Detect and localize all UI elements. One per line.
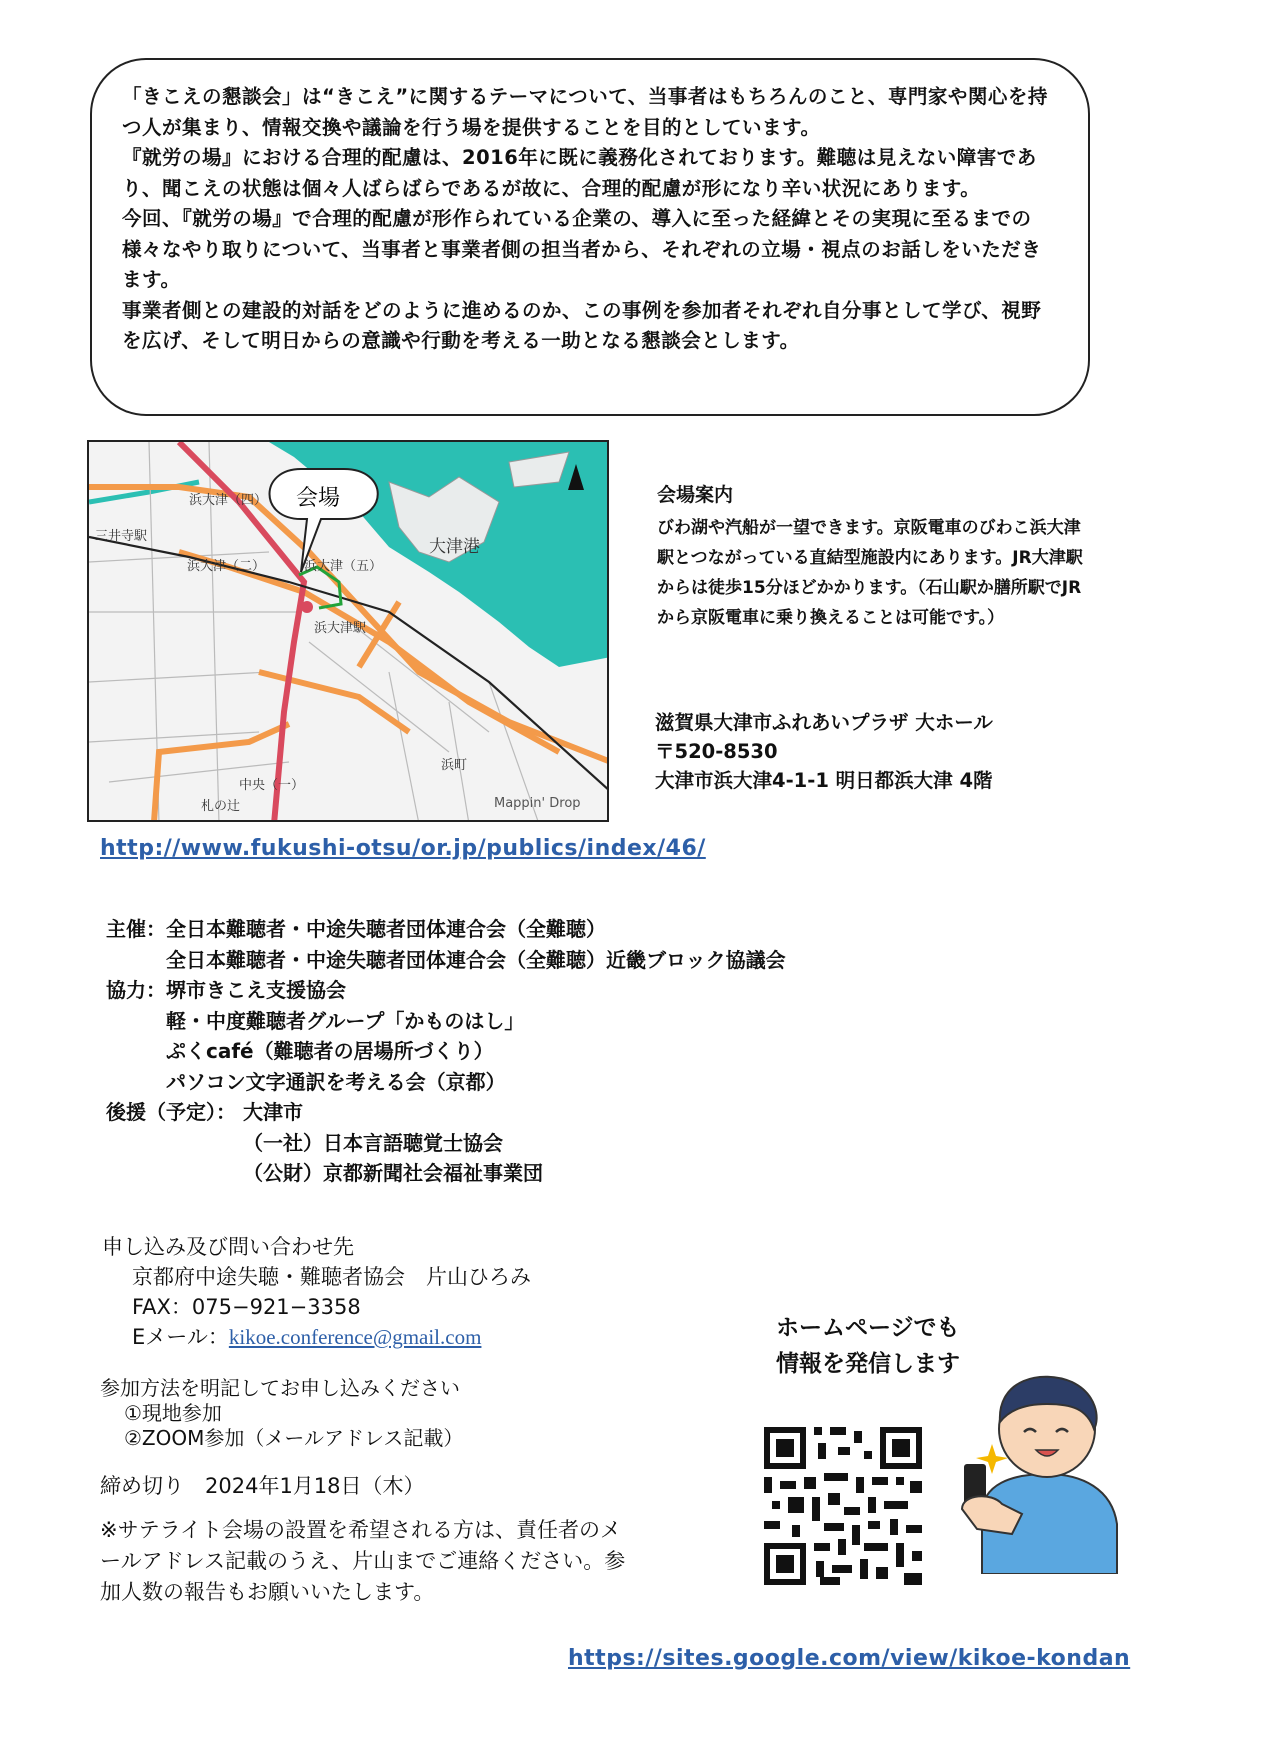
organizer-group — [106, 975, 786, 1097]
map-label: 三井寺駅 — [95, 529, 148, 544]
homepage-text-line: ホームページでも — [776, 1315, 960, 1341]
satellite-note: ※サテライト会場の設置を希望される方は、責任者のメールアドレス記載のうえ、片山までご連絡ください。参加人数の報告もお願いいたします。 — [100, 1518, 626, 1604]
venue-url-link[interactable]: http://www.fukushi-otsu/or.jp/publics/index/46/ — [100, 836, 706, 861]
organizer-name: パソコン文字通訳を考える会（京都） — [166, 1069, 506, 1094]
intro-paragraph: 今回、『就労の場』で合理的配慮が形作られている企業の、導入に至った経緯とその実現に至るまでの様々なやり取りについて、当事者と事業者側の担当者から、それぞれの立場・視点のお話しをいただきます。 — [122, 207, 1042, 291]
map-label: 中央（一） — [239, 778, 305, 793]
homepage-url-link[interactable]: https://sites.google.com/view/kikoe-kondan — [568, 1646, 1131, 1671]
organizer-name: 大津市 — [242, 1100, 303, 1124]
map-label: 浜大津（五） — [304, 559, 383, 574]
intro-box — [90, 58, 1090, 416]
organizer-name: （一社）日本言語聴覚士協会 — [242, 1130, 503, 1155]
method-option: ②ZOOM参加（メールアドレス記載） — [124, 1426, 464, 1450]
organizer-name: 堺市きこえ支援協会 — [166, 978, 346, 1002]
map-label: 浜町 — [441, 758, 468, 773]
homepage-text-line: 情報を発信します — [776, 1351, 960, 1377]
organizer-name: ぷくcafé（難聴者の居場所づくり） — [166, 1039, 494, 1063]
organizer-group — [106, 1097, 786, 1189]
organizer-label: 後援（予定）： — [106, 1100, 243, 1124]
venue-map — [87, 440, 609, 822]
intro-paragraph: 『就労の場』における合理的配慮は、2016年に既に義務化されております。難聴は見えない障害であり、聞こえの状態は個々人ばらばらであるが故に、合理的配慮が形になり辛い状況にあります。 — [122, 146, 1037, 200]
venue-description: びわ湖や汽船が一望できます。京阪電車のびわこ浜大津駅とつながっている直結型施設内にあります。JR大津駅からは徒歩15分ほどかかります。（石山駅か膳所駅でJRから京阪電車に乗り換えることは可能です。） — [657, 518, 1083, 628]
station-marker — [301, 601, 313, 613]
intro-paragraph: 「きこえの懇談会」は“きこえ”に関するテーマについて、当事者はもちろんのこと、専門家や関心を持つ人が集まり、情報交換や議論を行う場を提供することを目的としています。 — [122, 85, 1048, 139]
organizers — [106, 914, 786, 1189]
method-heading: 参加方法を明記してお申し込みください — [100, 1376, 460, 1400]
person-with-phone-icon — [952, 1364, 1122, 1574]
map-label: 浜大津駅 — [314, 621, 367, 636]
organizer-name: 全日本難聴者・中途失聴者団体連合会（全難聴）近畿ブロック協議会 — [166, 947, 786, 972]
contact-section — [102, 1232, 531, 1352]
organizer-group — [106, 914, 786, 975]
map-label: 浜大津（四） — [189, 493, 268, 508]
address-line: 滋賀県大津市ふれあいプラザ 大ホール — [655, 711, 993, 734]
contact-org: 京都府中途失聴・難聴者協会 片山ひろみ — [132, 1265, 531, 1289]
contact-fax: FAX：075−921−3358 — [132, 1295, 361, 1319]
map-label: 大津港 — [429, 537, 480, 557]
address-line: 大津市浜大津4-1-1 明日都浜大津 4階 — [655, 769, 993, 792]
contact-email-link[interactable]: kikoe.conference@gmail.com — [228, 1325, 482, 1349]
organizer-name: 軽・中度難聴者グループ「かものはし」 — [166, 1008, 525, 1033]
map-credit: Mappin' Drop — [494, 796, 581, 811]
venue-guide — [657, 480, 1097, 633]
venue-heading: 会場案内 — [657, 484, 734, 506]
intro-paragraph: 事業者側との建設的対話をどのように進めるのか、この事例を参加者それぞれ自分事として学び、視野を広げ、そして明日からの意識や行動を考える一助となる懇談会とします。 — [122, 298, 1042, 352]
map-label: 札の辻 — [201, 799, 241, 814]
contact-heading: 申し込み及び問い合わせ先 — [102, 1235, 354, 1259]
organizer-label: 協力： — [106, 978, 166, 1002]
map-graphic — [89, 442, 609, 822]
organizer-label: 主催： — [106, 917, 166, 941]
map-label: 浜大津（二） — [187, 559, 266, 574]
email-label: Eメール： — [132, 1325, 229, 1349]
organizer-name: （公財）京都新聞社会福祉事業団 — [242, 1161, 543, 1185]
homepage-promo — [776, 1310, 960, 1382]
participation-method — [100, 1376, 463, 1451]
venue-address — [655, 708, 993, 795]
venue-balloon-label: 会場 — [296, 486, 341, 511]
address-line: 〒520-8530 — [655, 740, 778, 763]
deadline: 締め切り 2024年1月18日（木） — [100, 1474, 425, 1498]
organizer-name: 全日本難聴者・中途失聴者団体連合会（全難聴） — [166, 917, 606, 941]
qr-code-icon[interactable] — [764, 1427, 922, 1585]
method-option: ①現地参加 — [124, 1401, 222, 1425]
